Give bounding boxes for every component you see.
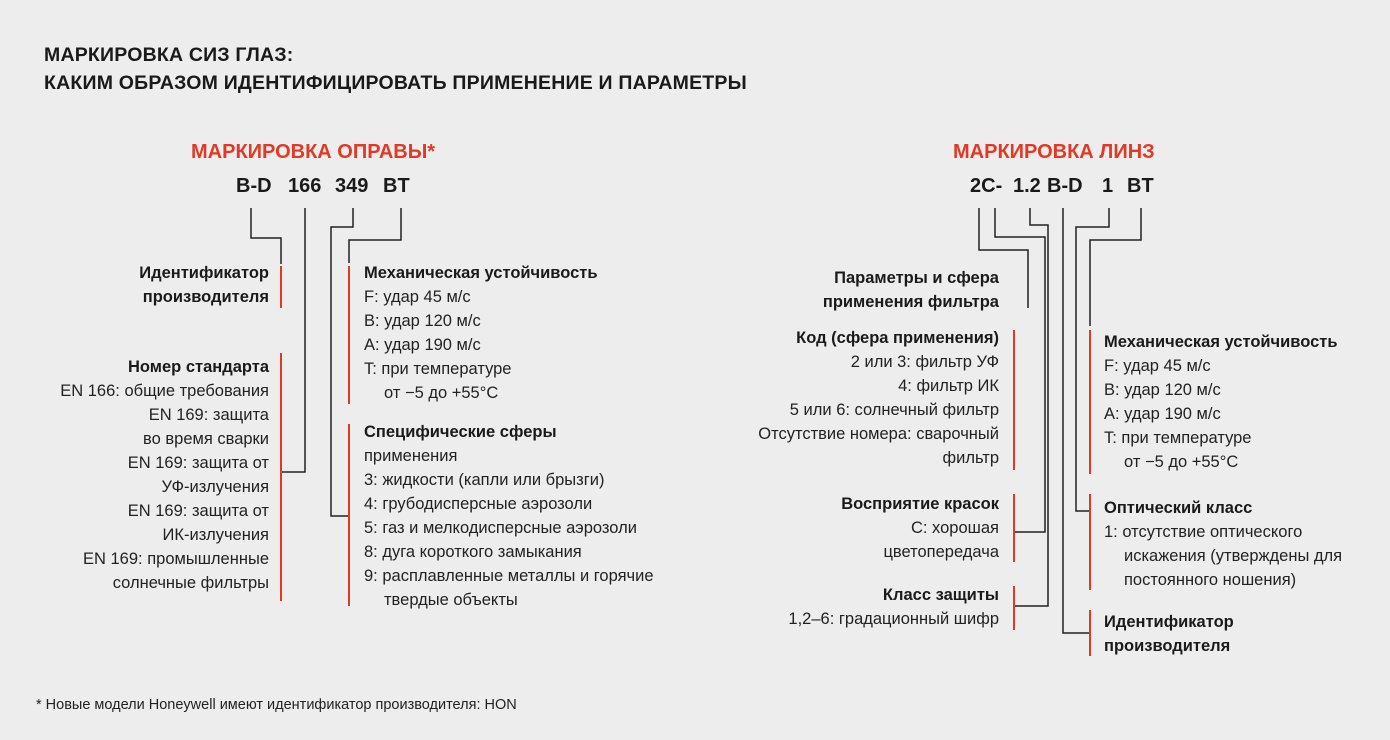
lens-optical-line: искажения (утверждены для — [1124, 547, 1343, 565]
lens-manufacturer-block — [1104, 610, 1234, 658]
frame-specific-line: применения — [364, 447, 458, 465]
lens-mechanical-line: от −5 до +55°C — [1124, 453, 1239, 471]
connector-frame-mechanical — [349, 208, 401, 263]
frame-code-manufacturer: B-D — [236, 175, 272, 197]
lens-filter-title-1: Параметры и сфера — [834, 269, 999, 287]
lens-mechanical-title: Механическая устойчивость — [1104, 333, 1338, 351]
lens-color-line: цветопередача — [883, 543, 999, 561]
frame-specific-line: 3: жидкости (капли или брызги) — [364, 471, 605, 489]
lens-optical-title: Оптический класс — [1104, 499, 1253, 517]
lens-color-title: Восприятие красок — [841, 495, 999, 513]
frame-specific-line: 8: дуга короткого замыкания — [364, 543, 582, 561]
frame-mechanical-line: A: удар 190 м/с — [364, 336, 481, 354]
lens-manufacturer-title-2: производителя — [1104, 637, 1231, 655]
lens-code-filter: 2C- — [970, 175, 1003, 197]
lens-color-block — [841, 492, 999, 564]
frame-mechanical-line: T: при температуре — [364, 360, 512, 378]
frame-specific-line: 5: газ и мелкодисперсные аэрозоли — [364, 519, 637, 537]
frame-standard-line: во время сварки — [143, 430, 269, 448]
frame-mechanical-line: B: удар 120 м/с — [364, 312, 481, 330]
lens-optical-block — [1104, 496, 1342, 592]
frame-standard-line: EN 166: общие требования — [60, 382, 269, 400]
lens-optical-line: 1: отсутствие оптического — [1104, 523, 1303, 541]
frame-specific-line: 9: расплавленные металлы и горячие — [364, 567, 654, 585]
lens-code-scope-line: 2 или 3: фильтр УФ — [850, 353, 999, 371]
frame-code-standard: 166 — [288, 175, 322, 197]
lens-color-line: C: хорошая — [910, 519, 999, 537]
frame-standard-block — [60, 355, 269, 595]
connector-lens-color — [995, 208, 1045, 532]
lens-mechanical-line: F: удар 45 м/с — [1104, 357, 1211, 375]
lens-code-protection: 1.2 — [1013, 175, 1041, 197]
lens-mechanical-line: B: удар 120 м/с — [1104, 381, 1221, 399]
page-title — [44, 41, 747, 97]
frame-specific-block — [364, 420, 654, 612]
frame-standard-line: солнечные фильтры — [112, 574, 269, 592]
lens-code-optical: 1 — [1102, 175, 1114, 197]
frame-standard-line: EN 169: защита от — [127, 502, 269, 520]
frame-standard-line: EN 169: промышленные — [83, 550, 269, 568]
connector-lens-mechanical — [1090, 208, 1141, 326]
connector-frame-standard — [281, 208, 305, 472]
frame-specific-line: твердые объекты — [384, 591, 518, 609]
lens-mechanical-line: A: удар 190 м/с — [1104, 405, 1221, 423]
lens-manufacturer-title-1: Идентификатор — [1104, 613, 1234, 631]
frame-mechanical-title: Механическая устойчивость — [364, 264, 598, 282]
lens-code-scope-line: 5 или 6: солнечный фильтр — [789, 401, 999, 419]
lens-code-mechanical: BT — [1127, 175, 1154, 197]
lens-heading: МАРКИРОВКА ЛИНЗ — [953, 141, 1155, 163]
lens-code-scope-line: 4: фильтр ИК — [898, 377, 999, 395]
lens-protection-line: 1,2–6: градационный шифр — [788, 610, 999, 628]
lens-optical-line: постоянного ношения) — [1124, 571, 1297, 589]
lens-filter-title-2: применения фильтра — [822, 293, 999, 311]
frame-manufacturer-block — [139, 261, 269, 309]
lens-mechanical-line: T: при температуре — [1104, 429, 1252, 447]
frame-standard-line: УФ-излучения — [161, 478, 269, 496]
frame-specific-line: 4: грубодисперсные аэрозоли — [364, 495, 593, 513]
frame-mechanical-block — [364, 261, 597, 405]
connector-lens-protection — [1014, 208, 1048, 606]
frame-standard-line: EN 169: защита — [148, 406, 269, 424]
footnote: * Новые модели Honeywell имеют идентификатор производителя: HON — [36, 697, 517, 713]
frame-mechanical-line: от −5 до +55°C — [384, 384, 499, 402]
lens-protection-block — [788, 583, 999, 631]
page-title-line1: МАРКИРОВКА СИЗ ГЛАЗ: — [44, 44, 294, 66]
frame-standard-line: EN 169: защита от — [127, 454, 269, 472]
frame-specific-title: Специфические сферы — [364, 423, 557, 441]
frame-standard-line: ИК-излучения — [162, 526, 269, 544]
lens-code-scope-line: фильтр — [942, 449, 999, 467]
lens-code-manufacturer: B-D — [1047, 175, 1083, 197]
frame-code-mechanical: BT — [383, 175, 410, 197]
connector-frame-manufacturer — [251, 208, 281, 264]
lens-code-scope-title: Код (сфера применения) — [796, 329, 999, 347]
frame-standard-title: Номер стандарта — [128, 358, 269, 376]
page-title-line2: КАКИМ ОБРАЗОМ ИДЕНТИФИЦИРОВАТЬ ПРИМЕНЕНИЕ И ПАРАМЕТРЫ — [44, 72, 747, 94]
frame-heading: МАРКИРОВКА ОПРАВЫ* — [191, 141, 436, 163]
lens-mechanical-block — [1104, 330, 1337, 474]
frame-manufacturer-title-1: Идентификатор — [139, 264, 269, 282]
lens-code-scope-block — [758, 326, 999, 470]
frame-code-specific: 349 — [335, 175, 369, 197]
frame-manufacturer-title-2: производителя — [142, 288, 269, 306]
frame-mechanical-line: F: удар 45 м/с — [364, 288, 471, 306]
lens-protection-title: Класс защиты — [882, 586, 999, 604]
lens-code-scope-line: Отсутствие номера: сварочный — [758, 425, 999, 443]
lens-filter-block — [823, 266, 999, 314]
